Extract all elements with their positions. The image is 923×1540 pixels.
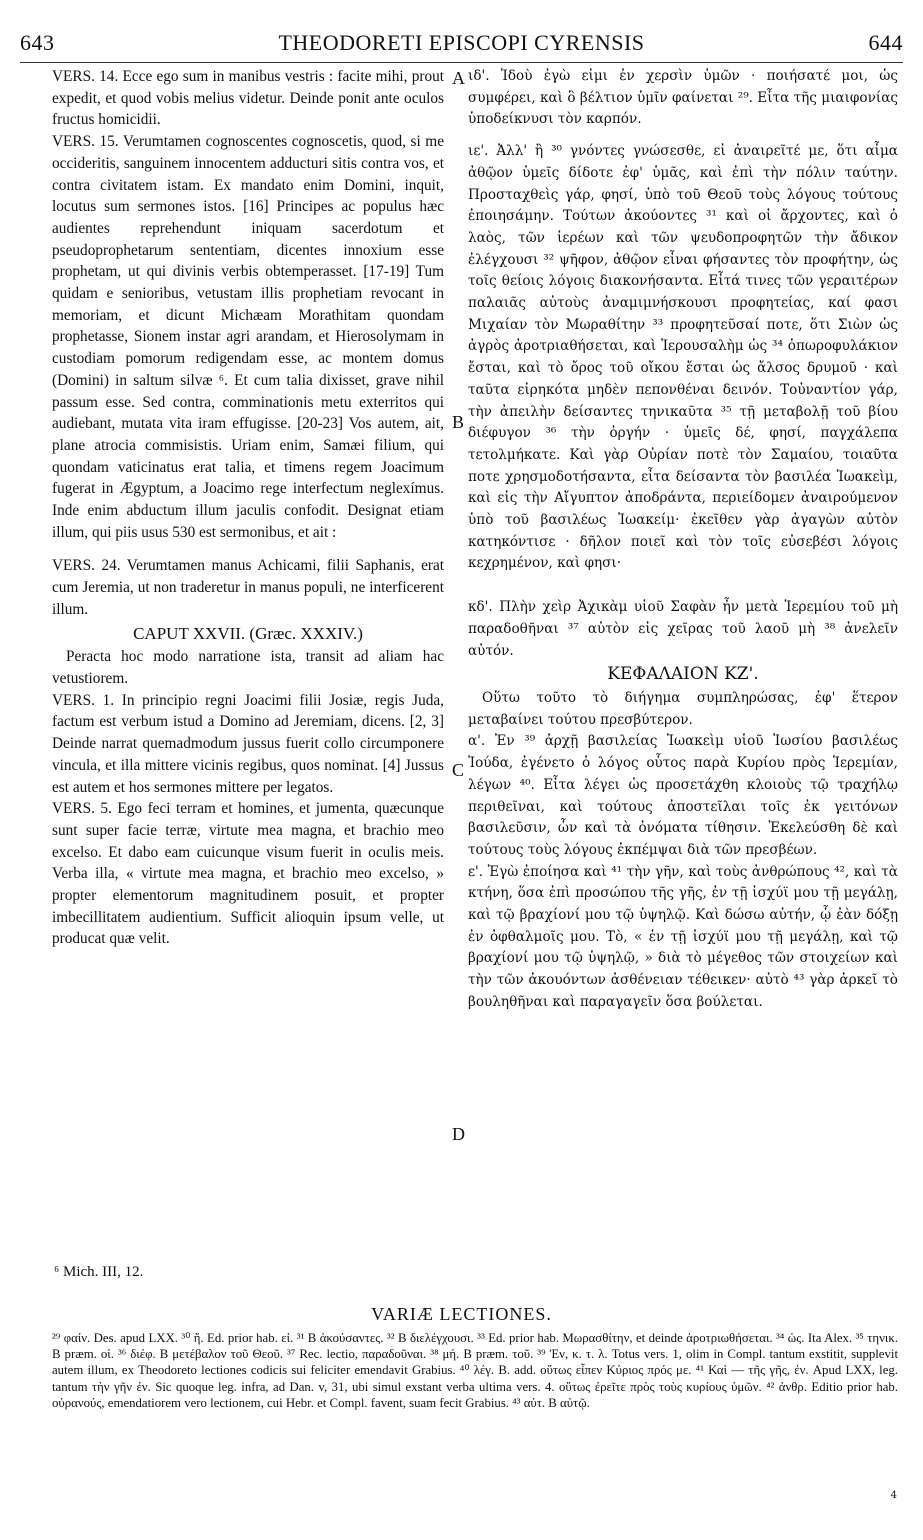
latin-paragraph: VERS. 15. Verumtamen cognoscentes cognoscetis, quod, si me occideritis, sanguinem innocentem adducturi sitis contra vos, et contra civitatem istam. Ex mandato enim Domini, inquit, locutus sum sermones istos. [16] Principes ac populus hæc audientes reprehendunt iniquam sacerdotum et pseudoprophetarum sententiam, dicentes innoxium esse prophetam, ut qui divinis verbis obtemperasset. [17-19] Tum quidam e senioribus, vetustam illis prophetiam revocant in memoriam, et dicunt Michæam Morathitam quondam prophetasse, Sionem instar agri arandam, et Hierosolymam in custodiam pomorum redigendam esse, ac montem domus (Domini) in saltum silvæ ⁶. Et cum talia dixisset, grave nihil passum esse. Sed contra, comminationis metu exterritos qui audiebant, mutata vita iram effugisse. [20-23] Vos autem, ait, plane atrocia commisistis. Uriam enim, Samæi filium, qui quondam vaticinatus erat talia, et timens regem Joacimum fugerat in Ægyptum, a Joacimo rege interfectum neglexímus. Inde enim abductum illum jaculis confodit. Designat etiam illum, qui piis usus 530 est sermonibus, et ait : [52, 133, 444, 541]
greek-column-top [468, 66, 898, 1014]
header-rule [20, 62, 903, 63]
margin-marker-c: C [452, 760, 465, 780]
page-number-left: 643 [20, 30, 55, 55]
greek-paragraph: ε'. Ἐγὼ ἐποίησα καὶ ⁴¹ τὴν γῆν, καὶ τοὺς ἀνθρώπους ⁴², καὶ τὰ κτήνη, ὅσα ἐπὶ προσώπου τῆς γῆς, ἐν τῇ ἰσχύϊ μου τῇ μεγάλῃ, καὶ τῷ βραχίονί μου τῷ ὑψηλῷ. Καὶ δώσω αὐτήν, ᾧ ἐὰν δόξῃ ἐν ὀφθαλμοῖς μου. Τὸ, « ἐν τῇ ἰσχύϊ μου τῇ μεγάλῃ, καὶ τῷ βραχίονί μου τῷ ὑψηλῷ, » διὰ τὸ μέγεθος τῶν στοιχείων καὶ τὴν τῶν ἀκουόντων ἀσθένειαν τέθεικεν· αὐτὸ ⁴³ γὰρ ἀρκεῖ τὸ βουληθῆναι καὶ παραγαγεῖν ὅσα βούλεται. [468, 863, 898, 1010]
greek-paragraph: κδ'. Πλὴν χεὶρ Ἀχικὰμ υἱοῦ Σαφὰν ἦν μετὰ Ἱερεμίου τοῦ μὴ παραδοθῆναι ³⁷ αὐτὸν εἰς χεῖρας τοῦ λαοῦ μὴ ³⁸ ἀνελεῖν αὐτόν. [468, 599, 898, 659]
greek-paragraph: ιε'. Ἀλλ' ἢ ³⁰ γνόντες γνώσεσθε, εἰ ἀναιρεῖτέ με, ὅτι αἷμα ἀθῷον ὑμεῖς δίδοτε ἐφ' ὑμᾶς, καὶ ἐπὶ τὴν πόλιν ταύτην. Προσταχθεὶς γάρ, φησί, ὑπὸ τοῦ Θεοῦ τοὺς λόγους τούτους ἐποιησάμην. Τούτων ἀκούοντες ³¹ καὶ οἱ ἄρχοντες, καὶ ὁ λαὸς, τῶν ἱερέων καὶ τῶν ψευδοπροφητῶν τὴν ἄδικον ἐλέγχουσι ³² ψῆφον, ἀθῷον εἶναι φήσαντες τὸν προφήτην, ὡς τοῖς θείοις λόγοις διακονήσαντα. Εἶτά τινες τῶν γεραιτέρων παλαιᾶς αὐτοὺς ἀναμιμνήσκουσι προφητείας, καί φασι Μιχαίαν τὸν Μωραθίτην ³³ προφητεῦσαί ποτε, ὅτι Σιὼν ὡς ἀγρὸς ἀροτριαθήσεται, καὶ Ἱερουσαλὴμ ὡς ³⁴ ὀπωροφυλάκιον ἔσται, καὶ τὸ ὄρος τοῦ οἴκου ἔσται ὡς ἄλσος δρυμοῦ · καὶ ταῦτα εἰρηκότα μηδὲν πεπονθέναι δεινόν. Τοὐναντίον γάρ, τὴν ἀπειλὴν δείσαντες τηνικαῦτα ³⁵ τῇ μεταβολῇ τοῦ βίου διέφυγον ³⁶ τὴν ὀργήν · ὑμεῖς δέ, φησί, παγχάλεπα τετολμήκατε. Καὶ γὰρ Οὐρίαν ποτὲ τὸν Σαμαίου, τοιαῦτα ποτε χρησμοδοτήσαντα, εἶτα δείσαντα τὸν βασιλέα Ἰωακεὶμ, καὶ εἰς τὴν Αἴγυπτον ἀποδράντα, περιείδομεν ἀναιρούμενον ὑπὸ τοῦ βασιλέως Ἰωακείμ· ἐκεῖθεν γὰρ ἀγαγὼν αὐτὸν κατηκόντισε · δῆλον ποιεῖ καὶ τὸν τοῖς εὐσεβέσι λόγοις κεχρημένον, καὶ φησι· [468, 143, 898, 572]
margin-marker-d: D [452, 1124, 465, 1144]
greek-chapter-heading: ΚΕΦΑΛΑΙΟΝ ΚΖ'. [607, 664, 759, 685]
greek-paragraph: Οὕτω τοῦτο τὸ διήγημα συμπληρώσας, ἐφ' ἕτερον μεταβαίνει τούτου πρεσβύτερον. [468, 689, 898, 728]
latin-paragraph: VERS. 24. Verumtamen manus Achicami, filii Saphanis, erat cum Jeremia, ut non traderetur in manus populi, ne interficerent illum. [52, 557, 444, 618]
margin-marker-a: A [452, 68, 465, 88]
latin-chapter-heading: CAPUT XXVII. (Græc. XXXIV.) [133, 623, 363, 643]
latin-paragraph: VERS. 1. In principio regni Joacimi filii Josiæ, regis Juda, factum est verbum istud a Domino ad Jeremiam, dicens. [2, 3] Deinde narrat quemadmodum jussus fuerit collo circumponere vincula, et illa mittere vicinis regibus, quos nominat. [4] Jussus est autem et hos sermones mittere per legatos. [52, 691, 444, 796]
latin-paragraph: Peracta hoc modo narratione ista, transit ad aliam hac vetustiorem. [52, 648, 444, 687]
running-header [20, 30, 903, 60]
page-number-right: 644 [868, 30, 903, 55]
greek-paragraph: ιδ'. Ἰδοὺ ἐγὼ εἰμι ἐν χερσὶν ὑμῶν · ποιήσατέ μοι, ὡς συμφέρει, καὶ ὃ βέλτιον ὑμῖν φαίνεται ²⁹. Εἶτα τῆς μιαιφονίας ὑποδείκνυσι τὸν καρπόν. [468, 68, 898, 128]
margin-marker-b: B [452, 412, 465, 432]
running-title: THEODORETI EPISCOPI CYRENSIS [278, 30, 645, 55]
latin-column-top [52, 66, 444, 950]
latin-paragraph: VERS. 5. Ego feci terram et homines, et jumenta, quæcunque sunt super facie terræ, virtute mea magna, et brachio meo excelso. Et dabo eam cuicunque visum fuerit in oculis meis. Verba illa, « virtute mea magna, et brachio meo excelso, » propter elementorum magnitudinem posuit, et propter imbecillitatem audientium. Sufficit alioquin ipsum velle, ut producat quæ velit. [52, 800, 444, 948]
variae-lectiones-text: ²⁹ φαίν. Des. apud LXX. ³⁰ ἤ. Ed. prior hab. εἰ. ³¹ B ἀκούσαντες. ³² B διελέγχουσι. ³³ Ed. prior hab. Μωρασθίτην, et deinde ἀροτριωθήσεται. ³⁴ ὡς. Ita Alex. ³⁵ τηνικ. B præm. οἱ. ³⁶ διέφ. B μετέβαλον τοῦ Θεοῦ. ³⁷ Rec. lectio, παραδοῦναι. ³⁸ μή. B præm. τοῦ. ³⁹ Ἐν, κ. τ. λ. Totus vers. 1, olim in Compl. tantum exstitit, supplevit autem illum, ex Theodoreto lectiones codicis sui feliciter emendavit Grabius. ⁴⁰ λέγ. B. add. οὕτως εἶπεν Κύριος πρός με. ⁴¹ Καὶ — τῆς γῆς, ἐν. Apud LXX, leg. tantum τὴν γῆν ἐν. Sic quoque leg. infra, ad Dan. v, 31, ubi simul exstant verba ultima vers. 4. οὕτως ἐρεῖτε πρὸς τοὺς κυρίους ὑμῶν. ⁴² ἀνθρ. Editio prior hab. οὐρανούς, emendatiorem vero lectionem, cui Hebr. et Compl. favent, suam fecit Grabius. ⁴³ αὐτ. B αὐτῷ. [52, 1331, 898, 1410]
latin-paragraph: VERS. 14. Ecce ego sum in manibus vestris : facite mihi, prout expedit, et quod vobis melius videtur. Deinde ponit ante oculos fructus homicidii. [52, 68, 444, 129]
footnote: ⁶ Mich. III, 12. [54, 1264, 144, 1280]
signature-mark: 4 [890, 1490, 897, 1501]
greek-paragraph: α'. Ἐν ³⁹ ἀρχῇ βασιλείας Ἰωακεὶμ υἱοῦ Ἰωσίου βασιλέως Ἰούδα, ἐγένετο ὁ λόγος οὗτος παρὰ Κυρίου πρὸς Ἱερεμίαν, λέγων ⁴⁰. Εἶτα λέγει ὡς προσετάχθη κλοιοὺς τῷ τραχήλῳ περιθεῖναι, καὶ τούτους ἀποστεῖλαι τοῖς ἐκ γειτόνων βασιλεῦσιν, ὧν καὶ τὰ ὀνόματα τίθησιν. Ἐκελεύσθη δὲ καὶ τούτους τοὺς λόγους ἐκπέμψαι διὰ τῶν πρεσβέων. [468, 733, 898, 858]
variae-lectiones-heading: VARIÆ LECTIONES. [371, 1304, 552, 1324]
